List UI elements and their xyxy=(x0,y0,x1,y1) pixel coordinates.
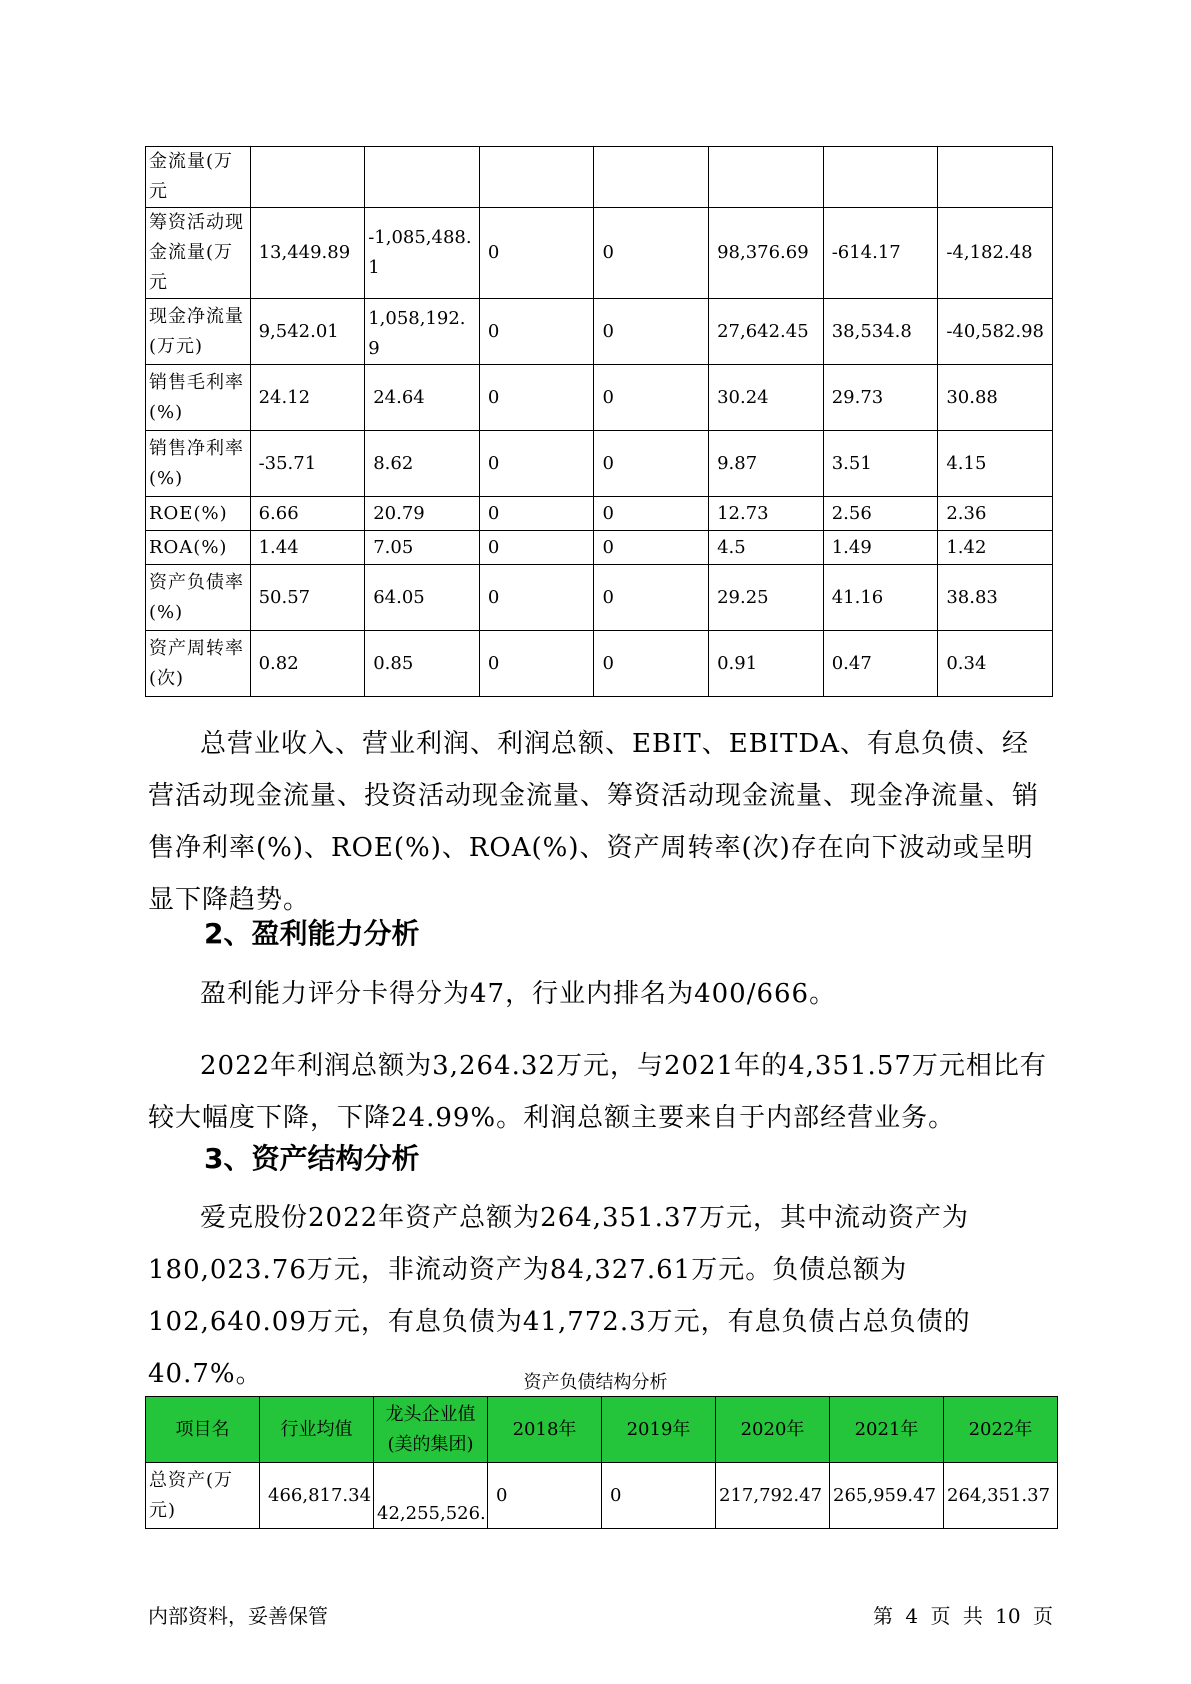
table-cell: -35.71 xyxy=(250,431,365,497)
row-label: 资产负债率(%) xyxy=(146,565,251,631)
table-row xyxy=(146,497,1053,531)
table-cell: 0 xyxy=(488,1463,602,1529)
table-row xyxy=(146,631,1053,697)
table-cell: 4.15 xyxy=(938,431,1053,497)
column-header: 2018年 xyxy=(488,1397,602,1463)
table-cell: 0 xyxy=(479,565,594,631)
table-cell: 27,642.45 xyxy=(709,299,824,365)
table-cell: 4.5 xyxy=(709,531,824,565)
table-cell: 0 xyxy=(594,497,709,531)
column-header: 2022年 xyxy=(944,1397,1058,1463)
row-label: 销售净利率(%) xyxy=(146,431,251,497)
table-cell: 0 xyxy=(479,497,594,531)
table-cell: 42,255,526. xyxy=(374,1463,488,1529)
table-cell xyxy=(938,147,1053,208)
table-row xyxy=(146,431,1053,497)
table-cell xyxy=(365,147,480,208)
table-cell: 0 xyxy=(594,365,709,431)
table-row xyxy=(146,1463,1058,1529)
row-label: ROE(%) xyxy=(146,497,251,531)
row-label: ROA(%) xyxy=(146,531,251,565)
table-header-row xyxy=(146,1397,1058,1463)
table-cell: -40,582.98 xyxy=(938,299,1053,365)
table-cell: 9.87 xyxy=(709,431,824,497)
table-cell: 3.51 xyxy=(823,431,938,497)
table-row xyxy=(146,365,1053,431)
asset-structure-paragraph: 爱克股份2022年资产总额为264,351.37万元，其中流动资产为180,023.76万元，非流动资产为84,327.61万元。负债总额为102,640.09万元，有息负债为41,772.3万元，有息负债占总负债的40.7%。 xyxy=(148,1203,971,1389)
page-number: 第 4 页 共 10 页 xyxy=(873,1604,1053,1628)
table-cell: 0.47 xyxy=(823,631,938,697)
profitability-score-paragraph: 盈利能力评分卡得分为47，行业内排名为400/666。 xyxy=(200,979,837,1009)
table-cell: -1,085,488.1 xyxy=(365,208,480,299)
table-cell: 8.62 xyxy=(365,431,480,497)
table-cell: 0 xyxy=(479,631,594,697)
table-cell: 466,817.34 xyxy=(260,1463,374,1529)
table-cell: 0.34 xyxy=(938,631,1053,697)
row-label: 筹资活动现金流量(万元 xyxy=(146,208,251,299)
table-cell xyxy=(823,147,938,208)
table-cell: 0 xyxy=(594,299,709,365)
row-label: 资产周转率(次) xyxy=(146,631,251,697)
table-cell: 0.85 xyxy=(365,631,480,697)
row-label: 销售毛利率(%) xyxy=(146,365,251,431)
table-cell: 12.73 xyxy=(709,497,824,531)
table-cell: 1.44 xyxy=(250,531,365,565)
table-cell: 264,351.37 xyxy=(944,1463,1058,1529)
asset-liability-structure-table xyxy=(145,1396,1058,1529)
table-cell: 1.49 xyxy=(823,531,938,565)
table-cell: 41.16 xyxy=(823,565,938,631)
table-cell: 64.05 xyxy=(365,565,480,631)
column-header: 项目名 xyxy=(146,1397,260,1463)
table-row xyxy=(146,299,1053,365)
section-heading-asset-structure: 3、资产结构分析 xyxy=(204,1142,420,1175)
table-cell: 0 xyxy=(594,565,709,631)
table-cell: 0 xyxy=(594,631,709,697)
table-cell: 0 xyxy=(479,431,594,497)
column-header: 2019年 xyxy=(602,1397,716,1463)
table-cell: 9,542.01 xyxy=(250,299,365,365)
row-label: 金流量(万元 xyxy=(146,147,251,208)
table-cell: 0 xyxy=(479,531,594,565)
table-row xyxy=(146,531,1053,565)
table-cell: 29.25 xyxy=(709,565,824,631)
table-cell xyxy=(709,147,824,208)
table-cell: 0 xyxy=(479,365,594,431)
table-cell xyxy=(594,147,709,208)
table-cell: 30.24 xyxy=(709,365,824,431)
table-cell: 50.57 xyxy=(250,565,365,631)
row-label: 现金净流量(万元) xyxy=(146,299,251,365)
table-cell: 0 xyxy=(594,531,709,565)
table-row xyxy=(146,147,1053,208)
table-cell: 38,534.8 xyxy=(823,299,938,365)
column-header: 2020年 xyxy=(716,1397,830,1463)
table-cell: 24.12 xyxy=(250,365,365,431)
table-cell: 0.91 xyxy=(709,631,824,697)
confidentiality-footer: 内部资料，妥善保管 xyxy=(148,1604,328,1628)
table-cell: 24.64 xyxy=(365,365,480,431)
financial-indicators-table xyxy=(145,146,1053,697)
table-cell: 217,792.47 xyxy=(716,1463,830,1529)
section-heading-profitability: 2、盈利能力分析 xyxy=(204,917,420,950)
table-cell: 2.36 xyxy=(938,497,1053,531)
table-cell: 0.82 xyxy=(250,631,365,697)
row-label: 总资产(万元) xyxy=(146,1463,260,1529)
table-cell: -614.17 xyxy=(823,208,938,299)
table-cell: 0 xyxy=(594,208,709,299)
table-caption: 资产负债结构分析 xyxy=(523,1372,668,1393)
table-cell: 13,449.89 xyxy=(250,208,365,299)
column-header: 2021年 xyxy=(830,1397,944,1463)
table-cell: 20.79 xyxy=(365,497,480,531)
column-header: 行业均值 xyxy=(260,1397,374,1463)
column-header: 龙头企业值(美的集团) xyxy=(374,1397,488,1463)
table-cell: 0 xyxy=(602,1463,716,1529)
table-cell: 6.66 xyxy=(250,497,365,531)
table-cell: 0 xyxy=(594,431,709,497)
table-cell: 38.83 xyxy=(938,565,1053,631)
trend-summary-paragraph: 总营业收入、营业利润、利润总额、EBIT、EBITDA、有息负债、经营活动现金流量、投资活动现金流量、筹资活动现金流量、现金净流量、销售净利率(%)、ROE(%)、ROA(%)、资产周转率(次)存在向下波动或呈明显下降趋势。 xyxy=(148,729,1040,915)
profit-total-paragraph: 2022年利润总额为3,264.32万元，与2021年的4,351.57万元相比有较大幅度下降，下降24.99%。利润总额主要来自于内部经营业务。 xyxy=(148,1051,1047,1133)
table-cell: 29.73 xyxy=(823,365,938,431)
table-cell xyxy=(250,147,365,208)
table-cell: 7.05 xyxy=(365,531,480,565)
table-row xyxy=(146,208,1053,299)
table-cell: 1,058,192.9 xyxy=(365,299,480,365)
table-cell: 98,376.69 xyxy=(709,208,824,299)
table-cell: 1.42 xyxy=(938,531,1053,565)
table-cell: 30.88 xyxy=(938,365,1053,431)
table-cell: 2.56 xyxy=(823,497,938,531)
table-cell: 0 xyxy=(479,299,594,365)
table-cell: -4,182.48 xyxy=(938,208,1053,299)
table-cell: 0 xyxy=(479,208,594,299)
table-cell: 265,959.47 xyxy=(830,1463,944,1529)
table-row xyxy=(146,565,1053,631)
table-cell xyxy=(479,147,594,208)
